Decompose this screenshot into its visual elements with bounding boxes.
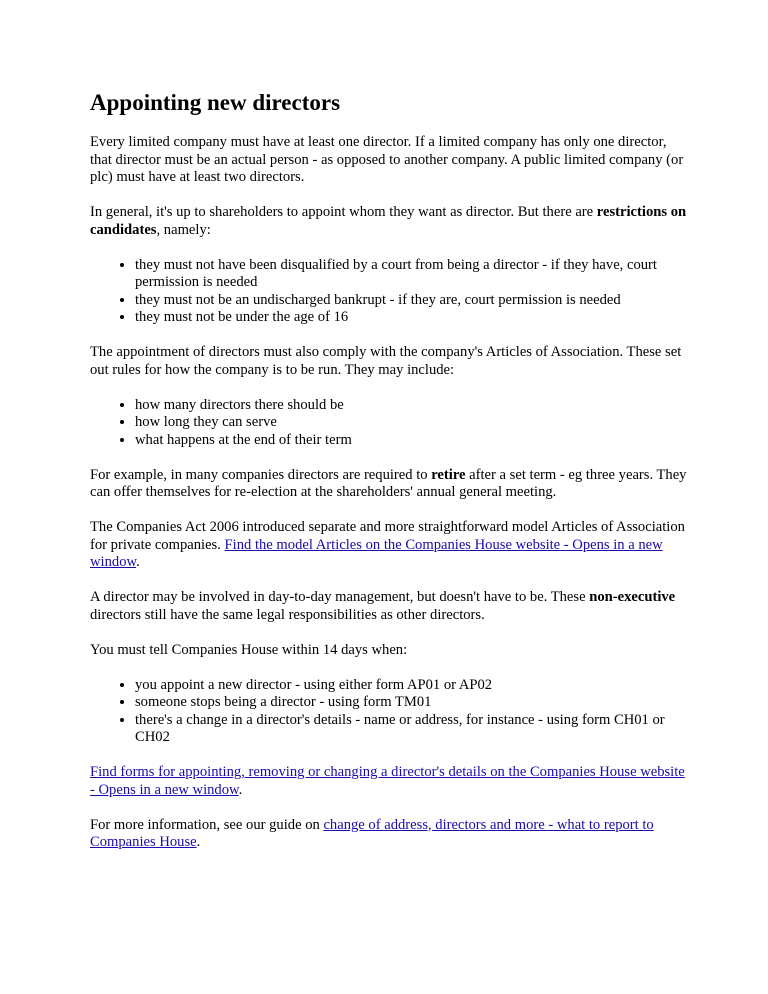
change-of-address-guide-link[interactable]: change of address, directors and more - what to report to Companies House [90, 816, 654, 850]
list-item: • you appoint a new director - using either form AP01 or AP02 [135, 677, 690, 695]
paragraph-more-information [90, 817, 690, 852]
list-item: • they must not be an undischarged bankrupt - if they are, court permission is needed [135, 292, 690, 310]
document-content [90, 88, 690, 869]
paragraph-non-executive [90, 589, 690, 624]
bold-retire: retire [431, 466, 466, 483]
paragraph-articles-of-association: The appointment of directors must also comply with the company's Articles of Association. These set out rules for how the company is to be run. They may include: [90, 344, 682, 378]
paragraph-companies-act [90, 519, 690, 572]
paragraph-minimum-directors: Every limited company must have at least one director. If a limited company has only one director, that director must be an actual person - as opposed to another company. A public limited company (or plc) must have at least two directors. [90, 134, 684, 185]
list-item: • how many directors there should be [135, 397, 690, 415]
notify-list [90, 677, 690, 747]
list-item: • they must not have been disqualified by a court from being a director - if they have, court permission is needed [135, 257, 690, 292]
list-item: • they must not be under the age of 16 [135, 309, 690, 327]
bold-restrictions-on-candidates: restrictions on candidates [90, 204, 687, 238]
text-span: For more information, see our guide on [90, 816, 324, 833]
text-span: directors still have the same legal responsibilities as other directors. [90, 606, 485, 623]
text-span: , namely: [156, 221, 211, 238]
bold-non-executive: non-executive [589, 589, 676, 605]
paragraph-retire [90, 467, 690, 502]
text-span: . [238, 781, 243, 798]
paragraph-shareholders-appoint [90, 204, 690, 239]
list-item: • how long they can serve [135, 414, 690, 432]
text-span: The Companies Act 2006 introduced separate and more straightforward model Articles of Association for private companies. [90, 519, 685, 553]
find-forms-link[interactable]: Find forms for appointing, removing or changing a director's details on the Companies House website - Opens in a new window [90, 764, 685, 798]
text-span: . [136, 554, 140, 570]
paragraph-tell-companies-house: You must tell Companies House within 14 days when: [90, 641, 408, 658]
articles-list [90, 397, 690, 450]
text-span: after a set term - eg three years. They can offer themselves for re-election at the shareholders' annual general meeting. [90, 466, 687, 500]
text-span: In general, it's up to shareholders to appoint whom they want as director. But there are [90, 204, 597, 220]
paragraph-find-forms [90, 764, 690, 799]
text-span: For example, in many companies directors are required to [90, 466, 432, 483]
list-item: • what happens at the end of their term [135, 432, 690, 450]
text-span: . [196, 834, 201, 850]
list-item: • there's a change in a director's details - name or address, for instance - using form CH01 or CH02 [135, 712, 690, 747]
list-item: • someone stops being a director - using form TM01 [135, 694, 690, 712]
model-articles-link[interactable]: Find the model Articles on the Companies House website - Opens in a new window [90, 536, 663, 570]
restrictions-list [90, 257, 690, 327]
page-title: Appointing new directors [90, 90, 341, 115]
text-span: A director may be involved in day-to-day management, but doesn't have to be. These [90, 589, 590, 605]
